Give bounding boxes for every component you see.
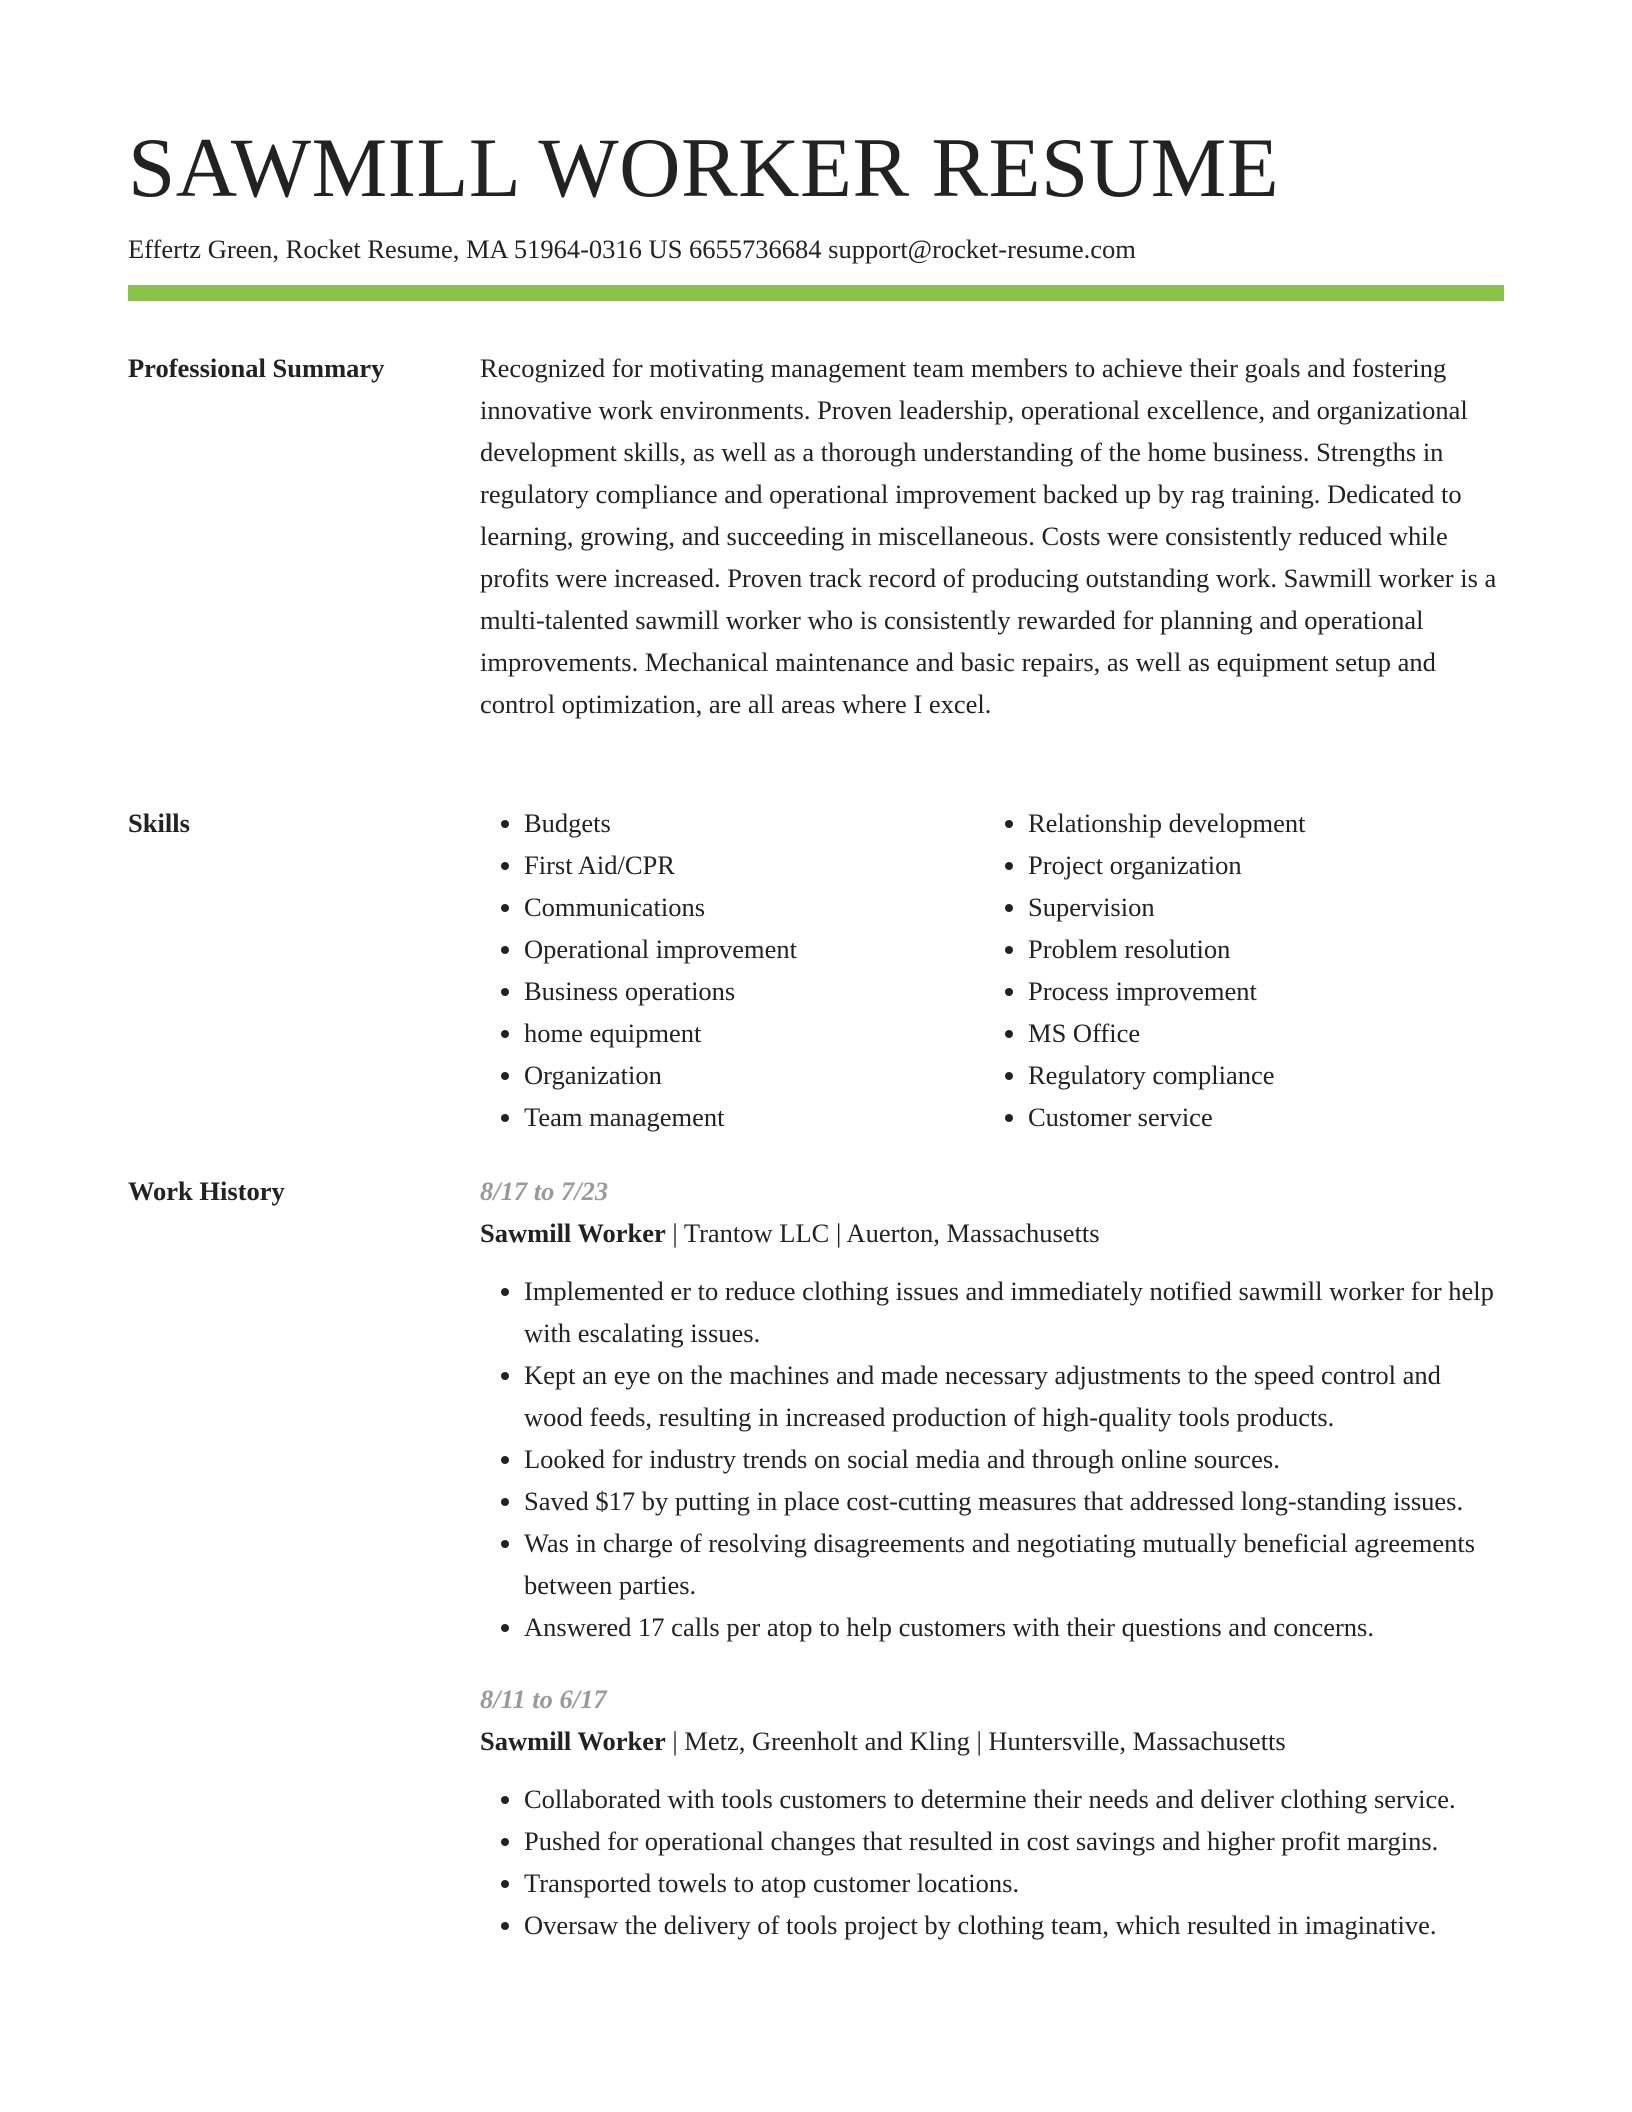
skills-list-right bbox=[984, 802, 1488, 1138]
skill-item: • Project organization bbox=[1028, 844, 1488, 886]
job-details: | Trantow LLC | Auerton, Massachusetts bbox=[665, 1218, 1100, 1248]
job-bullet: • Pushed for operational changes that resulted in cost savings and higher profit margins. bbox=[524, 1820, 1504, 1862]
skill-item: • MS Office bbox=[1028, 1012, 1488, 1054]
job-bullet: • Answered 17 calls per atop to help customers with their questions and concerns. bbox=[524, 1606, 1504, 1648]
job-bullet: • Oversaw the delivery of tools project by clothing team, which resulted in imaginative. bbox=[524, 1904, 1504, 1946]
job-bullet: • Kept an eye on the machines and made necessary adjustments to the speed control and wood feeds, resulting in increased production of high-quality tools products. bbox=[524, 1354, 1504, 1438]
job-entry bbox=[480, 1170, 1504, 1648]
skills-section bbox=[480, 802, 1504, 1138]
skill-item: • Team management bbox=[524, 1096, 984, 1138]
job-header bbox=[480, 1720, 1504, 1762]
skill-item: • Operational improvement bbox=[524, 928, 984, 970]
job-dates: 8/11 to 6/17 bbox=[480, 1684, 607, 1714]
skill-item: • Organization bbox=[524, 1054, 984, 1096]
summary-section bbox=[480, 347, 1504, 725]
job-bullets bbox=[480, 1778, 1504, 1946]
job-title: Sawmill Worker bbox=[480, 1218, 666, 1248]
job-title: Sawmill Worker bbox=[480, 1726, 666, 1756]
header-divider bbox=[128, 285, 1504, 301]
skill-item: • Communications bbox=[524, 886, 984, 928]
skill-item: • Relationship development bbox=[1028, 802, 1488, 844]
resume-title: SAWMILL WORKER RESUME bbox=[128, 121, 1280, 215]
job-bullet: • Saved $17 by putting in place cost-cutting measures that addressed long-standing issues. bbox=[524, 1480, 1504, 1522]
job-bullet: • Implemented er to reduce clothing issues and immediately notified sawmill worker for help with escalating issues. bbox=[524, 1270, 1504, 1354]
skills-list-left bbox=[480, 802, 984, 1138]
skill-item: • First Aid/CPR bbox=[524, 844, 984, 886]
skill-item: • home equipment bbox=[524, 1012, 984, 1054]
contact-line: Effertz Green, Rocket Resume, MA 51964-0316 US 6655736684 support@rocket-resume.com bbox=[128, 234, 1136, 264]
summary-label: Professional Summary bbox=[128, 353, 385, 383]
work-history-label: Work History bbox=[128, 1176, 285, 1206]
job-entry bbox=[480, 1678, 1504, 1946]
skill-item: • Process improvement bbox=[1028, 970, 1488, 1012]
job-bullet: • Transported towels to atop customer locations. bbox=[524, 1862, 1504, 1904]
skill-item: • Budgets bbox=[524, 802, 984, 844]
skill-item: • Business operations bbox=[524, 970, 984, 1012]
job-bullets bbox=[480, 1270, 1504, 1648]
skill-item: • Supervision bbox=[1028, 886, 1488, 928]
skill-item: • Regulatory compliance bbox=[1028, 1054, 1488, 1096]
skill-item: • Customer service bbox=[1028, 1096, 1488, 1138]
skills-label: Skills bbox=[128, 808, 190, 838]
job-dates: 8/17 to 7/23 bbox=[480, 1176, 609, 1206]
summary-text: Recognized for motivating management team members to achieve their goals and fostering innovative work environments. Proven leadership, operational excellence, and organizational development skills, as well as a thorough understanding of the home business. Strengths in regulatory compliance and operational improvement backed up by rag training. Dedicated to learning, growing, and succeeding in miscellaneous. Costs were consistently reduced while profits were increased. Proven track record of producing outstanding work. Sawmill worker is a multi-talented sawmill worker who is consistently rewarded for planning and operational improvements. Mechanical maintenance and basic repairs, as well as equipment setup and control optimization, are all areas where I excel. bbox=[480, 353, 1497, 719]
skill-item: • Problem resolution bbox=[1028, 928, 1488, 970]
work-history-section bbox=[480, 1170, 1504, 1946]
job-bullet: • Was in charge of resolving disagreements and negotiating mutually beneficial agreements between parties. bbox=[524, 1522, 1504, 1606]
job-bullet: • Looked for industry trends on social media and through online sources. bbox=[524, 1438, 1504, 1480]
job-bullet: • Collaborated with tools customers to determine their needs and deliver clothing service. bbox=[524, 1778, 1504, 1820]
job-header bbox=[480, 1212, 1504, 1254]
job-details: | Metz, Greenholt and Kling | Huntersville, Massachusetts bbox=[665, 1726, 1286, 1756]
